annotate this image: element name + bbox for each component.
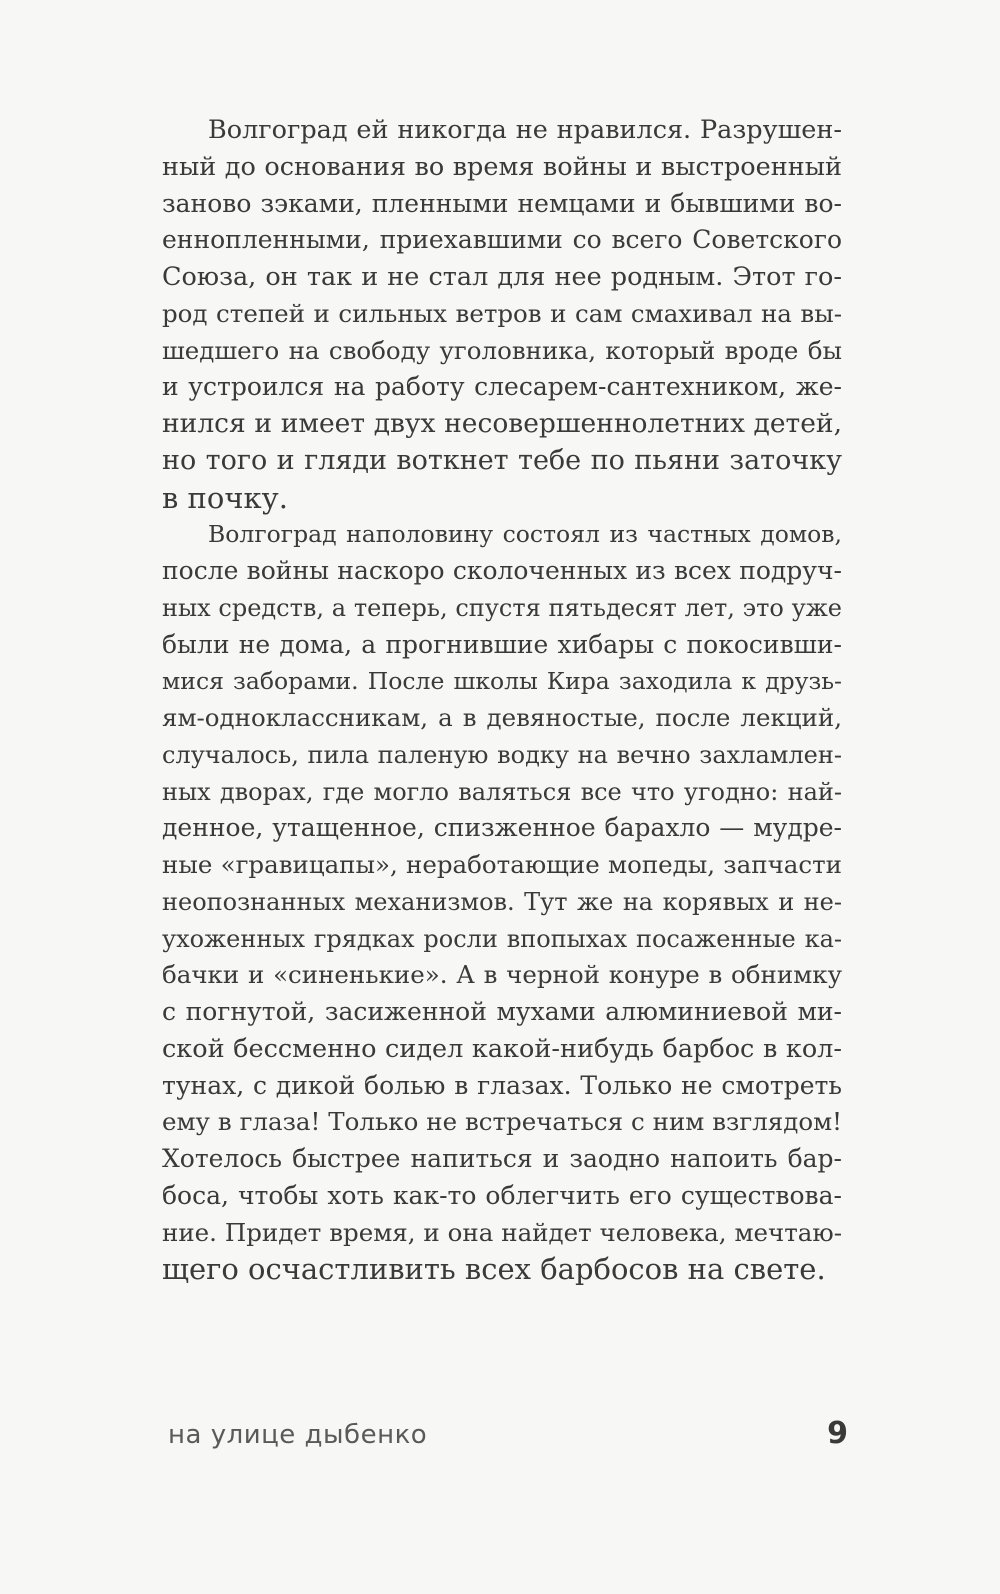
body-text <box>162 112 842 1288</box>
text-line: род степей и сильных ветров и сам смахивал на вы- <box>162 298 842 328</box>
text-line: денное, утащенное, спизженное барахло — мудре- <box>162 813 842 843</box>
text-line: ям-одноклассникам, а в девяностые, после лекций, <box>162 703 842 732</box>
running-footer-title: на улице дыбенко <box>168 1420 428 1450</box>
text-line: Хотелось быстрее напиться и заодно напоить бар- <box>162 1144 842 1173</box>
text-line: были не дома, а прогнившие хибары с покосивши- <box>162 629 842 659</box>
text-line: ской бессменно сидел какой-нибудь барбос в кол- <box>162 1033 842 1064</box>
text-line: щего осчастливить всех барбосов на свете. <box>162 1252 826 1287</box>
text-line: нился и имеет двух несовершеннолетних детей, <box>162 408 842 439</box>
text-line: Волгоград наполовину состоял из частных домов, <box>208 520 842 549</box>
text-line: неопознанных механизмов. Тут же на корявых и не- <box>162 887 842 916</box>
text-line: Союза, он так и не стал для нее родным. Этот го- <box>162 262 842 292</box>
text-line: тунах, с дикой болью в глазах. Только не смотреть <box>162 1070 842 1100</box>
page-number: 9 <box>827 1416 848 1451</box>
paragraph-2 <box>162 516 842 1288</box>
text-line: но того и гляди воткнет тебе по пьяни заточку <box>162 444 842 476</box>
text-line: после войны наскоро сколоченных из всех подруч- <box>162 556 842 585</box>
text-line: Волгоград ей никогда не нравился. Разрушен- <box>208 115 842 145</box>
text-line: случалось, пила паленую водку на вечно захламлен- <box>162 740 842 769</box>
text-line: бачки и «синенькие». А в черной конуре в обнимку <box>162 960 842 990</box>
text-line: боса, чтобы хоть как-то облегчить его существова- <box>162 1180 842 1210</box>
text-line: в почку. <box>162 480 288 515</box>
text-line: мися заборами. После школы Кира заходила к друзь- <box>162 667 842 696</box>
text-line: ных дворах, где могло валяться все что угодно: най- <box>162 777 842 806</box>
text-line: с погнутой, засиженной мухами алюминиевой ми- <box>162 997 842 1026</box>
text-line: ему в глаза! Только не встречаться с ним взглядом! <box>162 1107 842 1137</box>
text-line: ные «гравицапы», неработающие мопеды, запчасти <box>162 850 842 879</box>
text-line: ный до основания во время войны и выстроенный <box>162 151 842 182</box>
text-line: ухоженных грядках росли впопыхах посаженные ка- <box>162 924 842 953</box>
text-line: шедшего на свободу уголовника, который вроде бы <box>162 335 842 365</box>
text-line: ных средств, а теперь, спустя пятьдесят лет, это уже <box>162 593 842 622</box>
text-line: заново зэками, пленными немцами и бывшими во- <box>162 188 842 218</box>
text-line: ние. Придет время, и она найдет человека, мечтаю- <box>162 1217 842 1247</box>
paragraph-1 <box>162 112 842 516</box>
text-line: еннопленными, приехавшими со всего Советского <box>162 225 842 255</box>
text-line: и устроился на работу слесарем-сантехником, же- <box>162 372 842 402</box>
